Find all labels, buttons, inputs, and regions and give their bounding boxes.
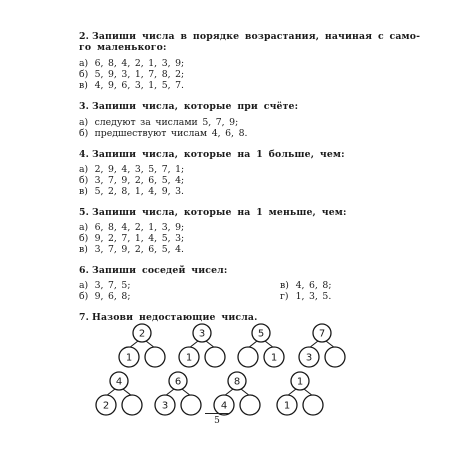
tree-top-value: 5 (257, 328, 265, 340)
tree-top-value: 4 (115, 376, 123, 388)
item-text: 4, 6, 8; (295, 280, 332, 291)
task5-number: 5. (79, 207, 90, 218)
tree-right-circle (303, 395, 323, 415)
item-text: 6, 8, 4, 2, 1, 3, 9; (94, 58, 185, 69)
item-text: 2, 9, 4, 3, 5, 7, 1; (94, 164, 185, 175)
item-label: б) (79, 128, 89, 139)
task7-number: 7. (79, 312, 90, 323)
tree-left-value: 1 (125, 352, 133, 364)
tree-left-value: 1 (283, 400, 291, 412)
item-text: 6, 8, 4, 2, 1, 3, 9; (94, 222, 185, 233)
item-label: а) (79, 280, 89, 291)
tree-left-value: 2 (102, 400, 110, 412)
task6-title-text: Запиши соседей чисел: (92, 265, 228, 276)
tree-right-circle (122, 395, 142, 415)
task2-number: 2. (79, 31, 90, 42)
item-text: 5, 2, 8, 1, 4, 9, 3. (94, 186, 184, 197)
item-text: 1, 3, 5. (295, 291, 332, 302)
item-text: 5, 9, 3, 1, 7, 8, 2; (94, 69, 185, 80)
tree-right-circle (325, 347, 345, 367)
footer-rule (205, 413, 229, 414)
task6-number: 6. (79, 265, 90, 276)
task5-title-text: Запиши числа, которые на 1 меньше, чем: (92, 207, 347, 218)
task3-number: 3. (79, 101, 90, 112)
item-label: в) (79, 186, 88, 197)
tree-top-value: 6 (174, 376, 182, 388)
item-label: а) (79, 222, 89, 233)
tree-left-value: 3 (305, 352, 313, 364)
page-footer (205, 413, 229, 427)
item-label: б) (79, 175, 89, 186)
tree-right-circle (240, 395, 260, 415)
tree-right-circle (145, 347, 165, 367)
item-text: предшествуют числам 4, 6, 8. (94, 128, 248, 139)
item-label: а) (79, 58, 89, 69)
item-text: 4, 9, 6, 3, 1, 5, 7. (94, 80, 184, 91)
item-label: в) (79, 80, 88, 91)
item-text: 3, 7, 9, 2, 6, 5, 4. (94, 244, 184, 255)
task2-title-text: Запиши числа в порядке возрастания, начиная с само- (92, 31, 421, 42)
tree-top-value: 3 (198, 328, 206, 340)
tree-top-value: 2 (138, 328, 146, 340)
tree-right-value: 1 (270, 352, 278, 364)
tree-top-value: 8 (233, 376, 241, 388)
task3-title-text: Запиши числа, которые при счёте: (92, 101, 299, 112)
item-label: а) (79, 117, 89, 128)
item-label: б) (79, 233, 89, 244)
item-text: следуют за числами 5, 7, 9; (94, 117, 239, 128)
task7-title-text: Назови недостающие числа. (92, 312, 258, 323)
item-label: в) (280, 280, 289, 291)
item-text: 3, 7, 9, 2, 6, 5, 4; (94, 175, 185, 186)
tree-top-value: 1 (296, 376, 304, 388)
task2-title-line2: го маленького: (79, 42, 167, 53)
tree-right-circle (181, 395, 201, 415)
tree-left-value: 3 (161, 400, 169, 412)
item-label: а) (79, 164, 89, 175)
item-text: 9, 2, 7, 1, 4, 5, 3; (94, 233, 185, 244)
item-text: 3, 7, 5; (94, 280, 131, 291)
page-number: 5 (214, 416, 220, 426)
task4-number: 4. (79, 149, 90, 160)
task4-title-text: Запиши числа, которые на 1 больше, чем: (92, 149, 345, 160)
item-text: 9, 6, 8; (94, 291, 131, 302)
item-label: б) (79, 291, 89, 302)
tree-left-value: 1 (185, 352, 193, 364)
tree-top-value: 7 (318, 328, 326, 340)
tree-left-value: 4 (220, 400, 228, 412)
item-label: б) (79, 69, 89, 80)
tree-left-circle (238, 347, 258, 367)
item-label: в) (79, 244, 88, 255)
item-label: г) (280, 291, 289, 302)
tree-right-circle (205, 347, 225, 367)
